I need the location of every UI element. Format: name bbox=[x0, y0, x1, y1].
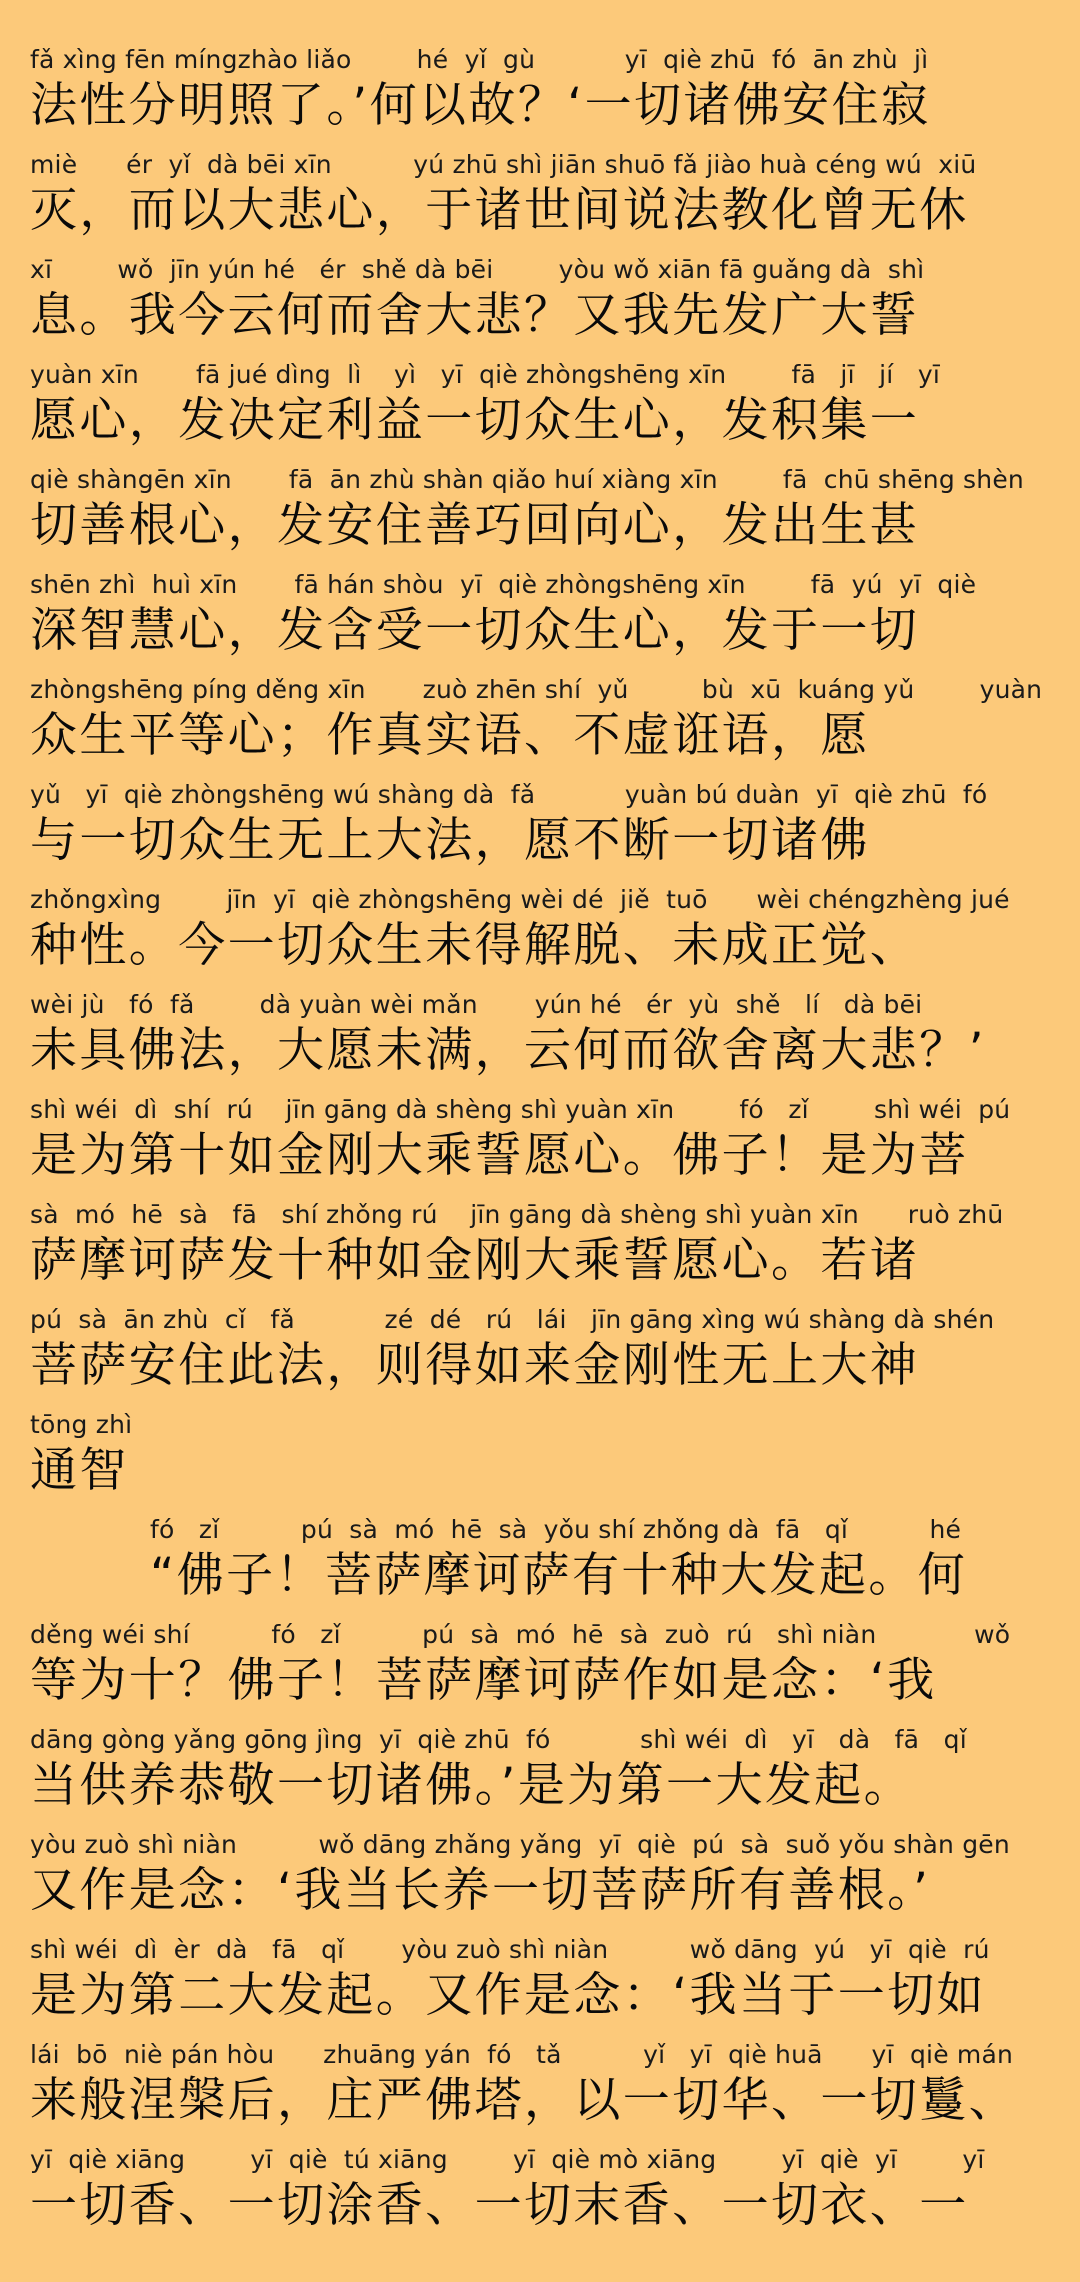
chinese-text: 是为第十如金刚大乘誓愿心。佛子！是为菩 bbox=[30, 1128, 969, 1183]
pinyin-annotation: dāng gòng yǎng gōng jìng yī qiè zhū fó shì wéi dì yī dà fā qǐ bbox=[30, 1725, 967, 1754]
text-line bbox=[30, 149, 1050, 254]
text-line bbox=[30, 2039, 1050, 2144]
pinyin-annotation: fó zǐ pú sà mó hē sà yǒu shí zhǒng dà fā qǐ hé bbox=[150, 1515, 962, 1544]
chinese-text: 菩萨安住此法，则得如来金刚性无上大神 bbox=[30, 1338, 920, 1393]
pinyin-annotation: yǔ yī qiè zhòngshēng wú shàng dà fǎ yuàn bú duàn yī qiè zhū fó bbox=[30, 780, 988, 809]
text-line bbox=[30, 1724, 1050, 1829]
pinyin-annotation: miè ér yǐ dà bēi xīn yú zhū shì jiān shuō fǎ jiào huà céng wú xiū bbox=[30, 150, 977, 179]
text-line bbox=[30, 1304, 1050, 1409]
text-line bbox=[30, 569, 1050, 674]
pinyin-annotation: shēn zhì huì xīn fā hán shòu yī qiè zhòngshēng xīn fā yú yī qiè bbox=[30, 570, 977, 599]
pinyin-annotation: yòu zuò shì niàn wǒ dāng zhǎng yǎng yī qiè pú sà suǒ yǒu shàn gēn bbox=[30, 1830, 1010, 1859]
text-line bbox=[30, 884, 1050, 989]
chinese-text: 一切香、一切涂香、一切末香、一切衣、一 bbox=[30, 2178, 969, 2233]
text-line bbox=[30, 1829, 1050, 1934]
text-line bbox=[30, 1094, 1050, 1199]
text-line bbox=[30, 1934, 1050, 2039]
chinese-text: 愿心，发决定利益一切众生心，发积集一 bbox=[30, 393, 920, 448]
chinese-text: 又作是念：‘我当长养一切菩萨所有善根。’ bbox=[30, 1863, 931, 1918]
chinese-text: 法性分明照了。’何以故？‘一切诸佛安住寂 bbox=[30, 78, 931, 133]
text-line bbox=[30, 464, 1050, 569]
chinese-text: 是为第二大发起。又作是念：‘我当于一切如 bbox=[30, 1968, 986, 2023]
pinyin-annotation: wèi jù fó fǎ dà yuàn wèi mǎn yún hé ér yù shě lí dà bēi bbox=[30, 990, 923, 1019]
text-line bbox=[30, 1409, 1050, 1514]
text-line bbox=[30, 44, 1050, 149]
text-line bbox=[30, 254, 1050, 359]
chinese-text: 萨摩诃萨发十种如金刚大乘誓愿心。若诸 bbox=[30, 1233, 920, 1288]
chinese-text: 深智慧心，发含受一切众生心，发于一切 bbox=[30, 603, 920, 658]
pinyin-annotation: zhòngshēng píng děng xīn zuò zhēn shí yǔ bù xū kuáng yǔ yuàn bbox=[30, 675, 1043, 704]
pinyin-annotation: fǎ xìng fēn míngzhào liǎo hé yǐ gù yī qiè zhū fó ān zhù jì bbox=[30, 45, 929, 74]
text-line bbox=[30, 1199, 1050, 1304]
chinese-text: 来般涅槃后，庄严佛塔，以一切华、一切鬘、 bbox=[30, 2073, 1018, 2128]
text-line bbox=[30, 2144, 1050, 2249]
text-line bbox=[30, 359, 1050, 464]
text-line bbox=[30, 779, 1050, 884]
chinese-text: 切善根心，发安住善巧回向心，发出生甚 bbox=[30, 498, 920, 553]
chinese-text: 灭，而以大悲心，于诸世间说法教化曾无休 bbox=[30, 183, 969, 238]
pinyin-annotation: pú sà ān zhù cǐ fǎ zé dé rú lái jīn gāng xìng wú shàng dà shén bbox=[30, 1305, 995, 1334]
pinyin-annotation: yuàn xīn fā jué dìng lì yì yī qiè zhòngshēng xīn fā jī jí yī bbox=[30, 360, 941, 389]
pinyin-annotation: zhǒngxìng jīn yī qiè zhòngshēng wèi dé jiě tuō wèi chéngzhèng jué bbox=[30, 885, 1010, 914]
pinyin-annotation: qiè shàngēn xīn fā ān zhù shàn qiǎo huí xiàng xīn fā chū shēng shèn bbox=[30, 465, 1024, 494]
pinyin-annotation: shì wéi dì shí rú jīn gāng dà shèng shì yuàn xīn fó zǐ shì wéi pú bbox=[30, 1095, 1011, 1124]
text-lines bbox=[30, 44, 1050, 2249]
text-line bbox=[30, 1619, 1050, 1724]
chinese-text: 种性。今一切众生未得解脱、未成正觉、 bbox=[30, 918, 920, 973]
chinese-text: 众生平等心；作真实语、不虚诳语，愿 bbox=[30, 708, 870, 763]
text-line bbox=[30, 1514, 1050, 1619]
chinese-text: 当供养恭敬一切诸佛。’是为第一大发起。 bbox=[30, 1758, 914, 1813]
pinyin-annotation: shì wéi dì èr dà fā qǐ yòu zuò shì niàn wǒ dāng yú yī qiè rú bbox=[30, 1935, 990, 1964]
text-line bbox=[30, 989, 1050, 1094]
text-line bbox=[30, 674, 1050, 779]
pinyin-annotation: tōng zhì bbox=[30, 1410, 133, 1439]
pinyin-annotation: sà mó hē sà fā shí zhǒng rú jīn gāng dà shèng shì yuàn xīn ruò zhū bbox=[30, 1200, 1004, 1229]
chinese-text: 息。我今云何而舍大悲？又我先发广大誓 bbox=[30, 288, 920, 343]
chinese-text: 与一切众生无上大法，愿不断一切诸佛 bbox=[30, 813, 870, 868]
chinese-text: “佛子！菩萨摩诃萨有十种大发起。何 bbox=[150, 1548, 968, 1603]
chinese-text: 等为十？佛子！菩萨摩诃萨作如是念：‘我 bbox=[30, 1653, 937, 1708]
pinyin-annotation: yī qiè xiāng yī qiè tú xiāng yī qiè mò xiāng yī qiè yī yī bbox=[30, 2145, 985, 2174]
pinyin-annotation: děng wéi shí fó zǐ pú sà mó hē sà zuò rú shì niàn wǒ bbox=[30, 1620, 1011, 1649]
chinese-text: 未具佛法，大愿未满，云何而欲舍离大悲？’ bbox=[30, 1023, 986, 1078]
chinese-text: 通智 bbox=[30, 1443, 129, 1498]
pinyin-annotation: xī wǒ jīn yún hé ér shě dà bēi yòu wǒ xiān fā guǎng dà shì bbox=[30, 255, 925, 284]
pinyin-annotation: lái bō niè pán hòu zhuāng yán fó tǎ yǐ yī qiè huā yī qiè mán bbox=[30, 2040, 1014, 2069]
